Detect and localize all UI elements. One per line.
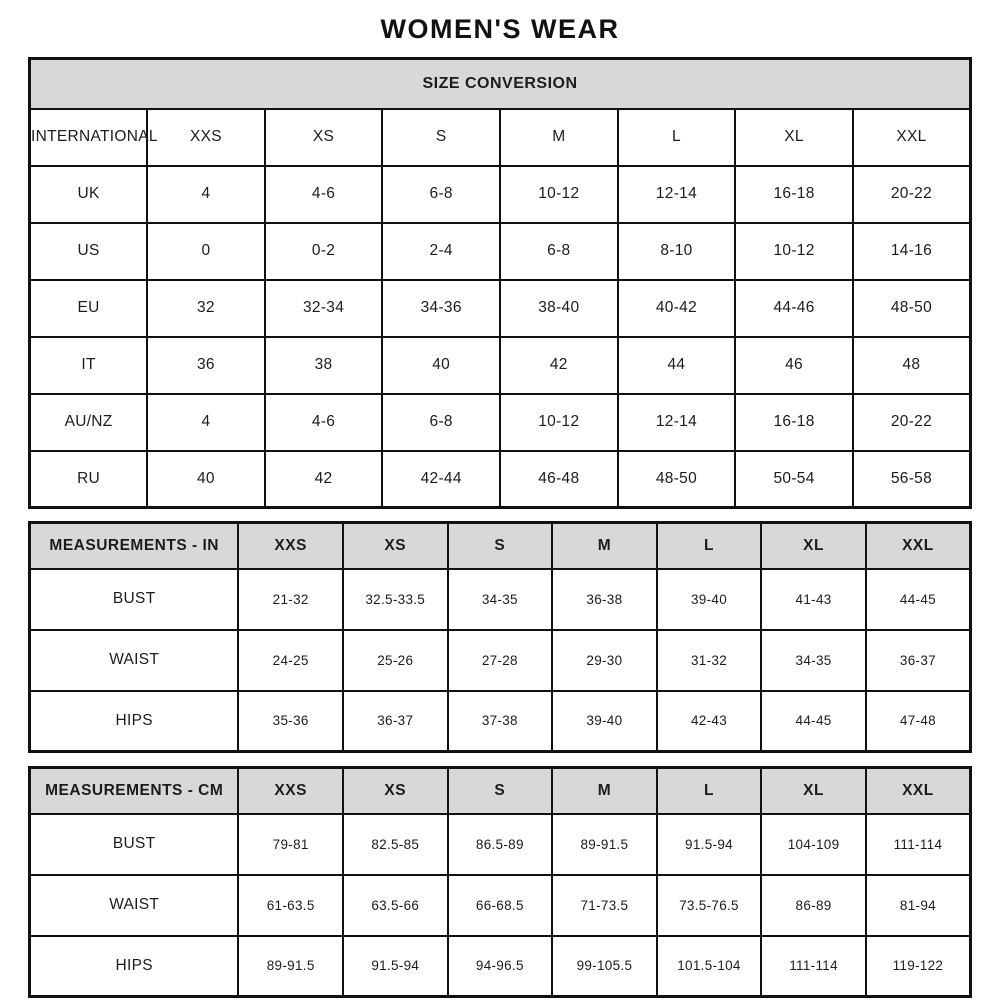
size-value-cell: 16-18	[735, 394, 853, 451]
measurement-value-cell: 39-40	[657, 569, 762, 630]
size-value-cell: 10-12	[735, 223, 853, 280]
measurement-value-cell: 34-35	[448, 569, 553, 630]
size-value-cell: 46-48	[500, 451, 618, 508]
measurements-cm-title: MEASUREMENTS - CM	[30, 768, 239, 814]
measurement-value-cell: 61-63.5	[238, 875, 343, 936]
measurements-cm-table	[28, 766, 972, 998]
measurement-value-cell: 99-105.5	[552, 936, 657, 997]
measurement-value-cell: 34-35	[761, 630, 866, 691]
size-conversion-row	[30, 394, 971, 451]
measurement-value-cell: 41-43	[761, 569, 866, 630]
measurement-value-cell: 44-45	[866, 569, 971, 630]
measurements-cm-row	[30, 936, 971, 997]
size-header-cell: M	[552, 768, 657, 814]
measurement-value-cell: 82.5-85	[343, 814, 448, 875]
size-value-cell: 40	[147, 451, 265, 508]
measurement-value-cell: 73.5-76.5	[657, 875, 762, 936]
measurement-value-cell: 32.5-33.5	[343, 569, 448, 630]
measurement-value-cell: 44-45	[761, 691, 866, 752]
size-conversion-title: SIZE CONVERSION	[30, 59, 971, 109]
size-value-cell: 20-22	[853, 166, 971, 223]
measurement-value-cell: 81-94	[866, 875, 971, 936]
measurement-label-cell: HIPS	[30, 936, 239, 997]
size-value-cell: 32	[147, 280, 265, 337]
measurement-value-cell: 111-114	[761, 936, 866, 997]
measurements-in-title: MEASUREMENTS - IN	[30, 523, 239, 569]
measurement-value-cell: 47-48	[866, 691, 971, 752]
size-header-cell: L	[618, 109, 736, 166]
size-header-cell: L	[657, 768, 762, 814]
size-conversion-row	[30, 280, 971, 337]
size-value-cell: 6-8	[382, 166, 500, 223]
page-title: WOMEN'S WEAR	[380, 14, 620, 44]
measurement-value-cell: 101.5-104	[657, 936, 762, 997]
size-value-cell: 0-2	[265, 223, 383, 280]
size-header-cell: XS	[343, 768, 448, 814]
measurement-value-cell: 24-25	[238, 630, 343, 691]
measurement-value-cell: 35-36	[238, 691, 343, 752]
size-value-cell: 40-42	[618, 280, 736, 337]
measurement-value-cell: 89-91.5	[238, 936, 343, 997]
measurement-value-cell: 21-32	[238, 569, 343, 630]
measurement-label-cell: BUST	[30, 569, 239, 630]
size-value-cell: 4	[147, 166, 265, 223]
measurement-value-cell: 89-91.5	[552, 814, 657, 875]
size-value-cell: 4-6	[265, 394, 383, 451]
region-label-cell: US	[30, 223, 148, 280]
size-header-cell: XS	[265, 109, 383, 166]
size-value-cell: 6-8	[382, 394, 500, 451]
region-label-cell: AU/NZ	[30, 394, 148, 451]
measurement-label-cell: WAIST	[30, 875, 239, 936]
size-conversion-table	[28, 57, 972, 509]
size-header-cell: XXS	[147, 109, 265, 166]
measurements-cm-row	[30, 814, 971, 875]
size-value-cell: 48	[853, 337, 971, 394]
size-header-cell: XS	[343, 523, 448, 569]
measurements-cm-row	[30, 875, 971, 936]
region-label-cell: EU	[30, 280, 148, 337]
size-value-cell: 10-12	[500, 166, 618, 223]
size-value-cell: 42-44	[382, 451, 500, 508]
size-header-row	[30, 109, 971, 166]
measurement-value-cell: 94-96.5	[448, 936, 553, 997]
measurements-in-header-row	[30, 523, 971, 569]
measurement-value-cell: 79-81	[238, 814, 343, 875]
size-value-cell: 42	[265, 451, 383, 508]
size-header-cell: S	[448, 523, 553, 569]
size-value-cell: 48-50	[853, 280, 971, 337]
measurement-value-cell: 36-37	[343, 691, 448, 752]
size-conversion-row	[30, 166, 971, 223]
size-header-cell: S	[448, 768, 553, 814]
size-value-cell: 2-4	[382, 223, 500, 280]
size-value-cell: 44	[618, 337, 736, 394]
region-label-cell: IT	[30, 337, 148, 394]
measurement-value-cell: 36-38	[552, 569, 657, 630]
measurement-value-cell: 25-26	[343, 630, 448, 691]
measurements-cm-header-row	[30, 768, 971, 814]
size-value-cell: 42	[500, 337, 618, 394]
size-header-cell: XL	[735, 109, 853, 166]
size-header-cell: M	[552, 523, 657, 569]
size-header-cell: M	[500, 109, 618, 166]
measurement-label-cell: BUST	[30, 814, 239, 875]
size-value-cell: 20-22	[853, 394, 971, 451]
size-value-cell: 50-54	[735, 451, 853, 508]
region-label-cell: RU	[30, 451, 148, 508]
measurement-value-cell: 111-114	[866, 814, 971, 875]
size-value-cell: 6-8	[500, 223, 618, 280]
size-conversion-row	[30, 451, 971, 508]
size-header-cell: L	[657, 523, 762, 569]
measurements-in-row	[30, 569, 971, 630]
measurement-value-cell: 91.5-94	[343, 936, 448, 997]
size-header-cell: XXS	[238, 768, 343, 814]
measurement-value-cell: 71-73.5	[552, 875, 657, 936]
size-header-cell: XL	[761, 523, 866, 569]
measurement-value-cell: 39-40	[552, 691, 657, 752]
measurement-value-cell: 63.5-66	[343, 875, 448, 936]
size-conversion-row	[30, 337, 971, 394]
size-header-cell: XXL	[866, 523, 971, 569]
size-header-cell: XXL	[853, 109, 971, 166]
measurement-value-cell: 36-37	[866, 630, 971, 691]
size-value-cell: 0	[147, 223, 265, 280]
size-value-cell: 10-12	[500, 394, 618, 451]
measurement-value-cell: 119-122	[866, 936, 971, 997]
international-header-cell: INTERNATIONAL	[30, 109, 148, 166]
measurements-in-table	[28, 521, 972, 753]
size-value-cell: 32-34	[265, 280, 383, 337]
size-value-cell: 12-14	[618, 394, 736, 451]
measurements-in-row	[30, 630, 971, 691]
size-value-cell: 36	[147, 337, 265, 394]
measurement-value-cell: 42-43	[657, 691, 762, 752]
size-value-cell: 48-50	[618, 451, 736, 508]
size-value-cell: 40	[382, 337, 500, 394]
measurement-value-cell: 104-109	[761, 814, 866, 875]
size-value-cell: 16-18	[735, 166, 853, 223]
measurements-in-row	[30, 691, 971, 752]
region-label-cell: UK	[30, 166, 148, 223]
size-conversion-row	[30, 223, 971, 280]
measurement-label-cell: WAIST	[30, 630, 239, 691]
size-header-cell: XL	[761, 768, 866, 814]
measurement-value-cell: 29-30	[552, 630, 657, 691]
measurement-label-cell: HIPS	[30, 691, 239, 752]
table-banner-row	[30, 59, 971, 109]
size-value-cell: 4	[147, 394, 265, 451]
measurement-value-cell: 86.5-89	[448, 814, 553, 875]
size-header-cell: XXS	[238, 523, 343, 569]
size-value-cell: 12-14	[618, 166, 736, 223]
size-value-cell: 44-46	[735, 280, 853, 337]
measurement-value-cell: 66-68.5	[448, 875, 553, 936]
measurement-value-cell: 31-32	[657, 630, 762, 691]
measurement-value-cell: 91.5-94	[657, 814, 762, 875]
measurement-value-cell: 27-28	[448, 630, 553, 691]
size-value-cell: 38-40	[500, 280, 618, 337]
measurement-value-cell: 37-38	[448, 691, 553, 752]
size-value-cell: 56-58	[853, 451, 971, 508]
size-value-cell: 14-16	[853, 223, 971, 280]
size-value-cell: 4-6	[265, 166, 383, 223]
size-header-cell: XXL	[866, 768, 971, 814]
size-value-cell: 46	[735, 337, 853, 394]
size-value-cell: 34-36	[382, 280, 500, 337]
size-value-cell: 38	[265, 337, 383, 394]
measurement-value-cell: 86-89	[761, 875, 866, 936]
size-value-cell: 8-10	[618, 223, 736, 280]
size-header-cell: S	[382, 109, 500, 166]
